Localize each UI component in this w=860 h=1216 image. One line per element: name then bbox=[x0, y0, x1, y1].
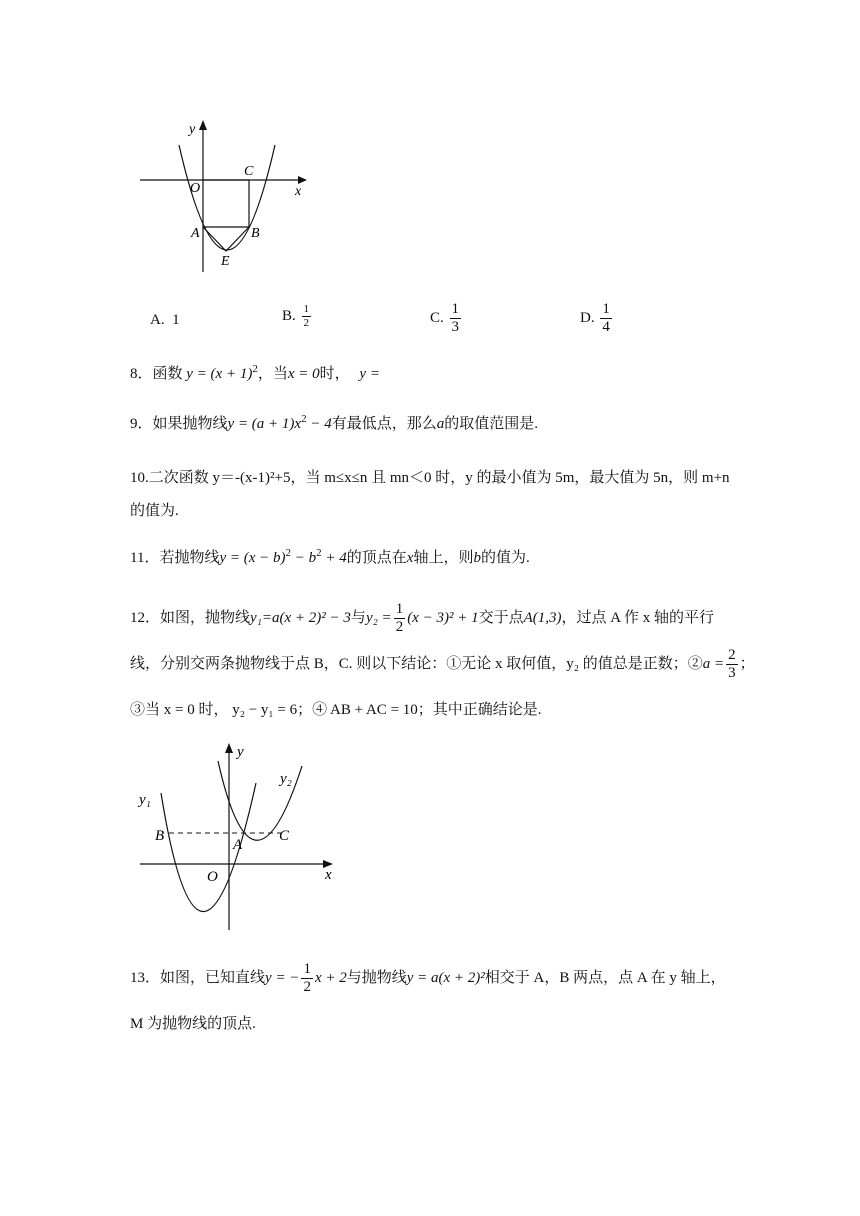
option-c-label: C. bbox=[430, 309, 444, 326]
question-10-line1: 10.二次函数 y＝-(x-1)²+5，当 m≤x≤n 且 mn＜0 时，y 的最小值为 5m，最大值为 5n，则 m+n bbox=[130, 470, 730, 486]
fig1-label-A: A bbox=[191, 226, 200, 241]
question-13-line1: 13．如图，已知直线y = − $\frac{1}{2}$ x + 2与抛物线y = a(x + 2)²相交于 A，B 两点，点 A 在 y 轴上， bbox=[130, 961, 726, 996]
question-12-line1: 12．如图，抛物线y₁=a(x + 2)² − 3与y₂ = $\frac{1}{2}$ (x − 3)² + 1交于点A(1,3)，过点 A 作 x 轴的平行 bbox=[130, 601, 715, 636]
fig2-label-O: O bbox=[207, 869, 218, 885]
fig2-label-x: x bbox=[325, 867, 332, 883]
figure-parabola-rectangle bbox=[135, 115, 315, 275]
question-13-line2: M 为抛物线的顶点. bbox=[130, 1016, 256, 1032]
fig1-label-O: O bbox=[190, 181, 201, 196]
question-10 bbox=[130, 462, 730, 528]
fig2-label-y2: y₂ bbox=[280, 771, 292, 787]
option-b-fraction: $\frac{1}{2}$ bbox=[303, 303, 310, 329]
question-10-line2: 的值为. bbox=[130, 503, 179, 519]
question-12-line2: 线，分别交两条抛物线于点 B，C. 则以下结论：①无论 x 取何值，y₂ 的值总是正数；②a = $\frac{2}{3}$ ； bbox=[130, 647, 755, 682]
fig1-label-B: B bbox=[251, 226, 260, 241]
fig1-label-C: C bbox=[244, 164, 254, 179]
option-a bbox=[150, 312, 180, 329]
fig2-label-y1: y₁ bbox=[139, 792, 151, 808]
option-d-fraction: $\frac{1}{4}$ bbox=[602, 301, 610, 335]
fig2-label-A: A bbox=[233, 837, 243, 853]
question-11: 11．若抛物线$y = (x - b)^2 - b^2 + 4$的顶点在x轴上，则b的值为. bbox=[130, 547, 530, 566]
question-8: 8．函数 $y = (x + 1)^2$，当x = 0时， y = bbox=[130, 363, 380, 382]
fig1-label-x: x bbox=[295, 184, 302, 199]
option-c-fraction: $\frac{1}{3}$ bbox=[451, 301, 460, 335]
question-13 bbox=[130, 955, 726, 1047]
fig2-label-C: C bbox=[279, 828, 290, 844]
fig2-label-y: y bbox=[237, 744, 244, 760]
question-12 bbox=[130, 595, 755, 733]
question-9: 9．如果抛物线$y = (a + 1)x^2 - 4$有最低点，那么a的取值范围是. bbox=[130, 413, 538, 432]
option-a-label: A. bbox=[150, 312, 165, 328]
option-d bbox=[580, 302, 614, 335]
option-b-label: B. bbox=[282, 307, 296, 324]
option-c bbox=[430, 302, 463, 335]
figure-two-parabolas bbox=[135, 738, 345, 933]
fig2-label-B: B bbox=[155, 828, 165, 844]
fig1-label-y: y bbox=[189, 122, 196, 137]
option-b bbox=[282, 304, 313, 329]
fig1-label-E: E bbox=[221, 254, 230, 269]
option-d-label: D. bbox=[580, 309, 595, 326]
option-a-value: 1 bbox=[172, 312, 180, 328]
question-12-line3: ③当 x = 0 时， y₂ − y₁ = 6；④ AB + AC = 10；其中正确结论是. bbox=[130, 702, 542, 718]
